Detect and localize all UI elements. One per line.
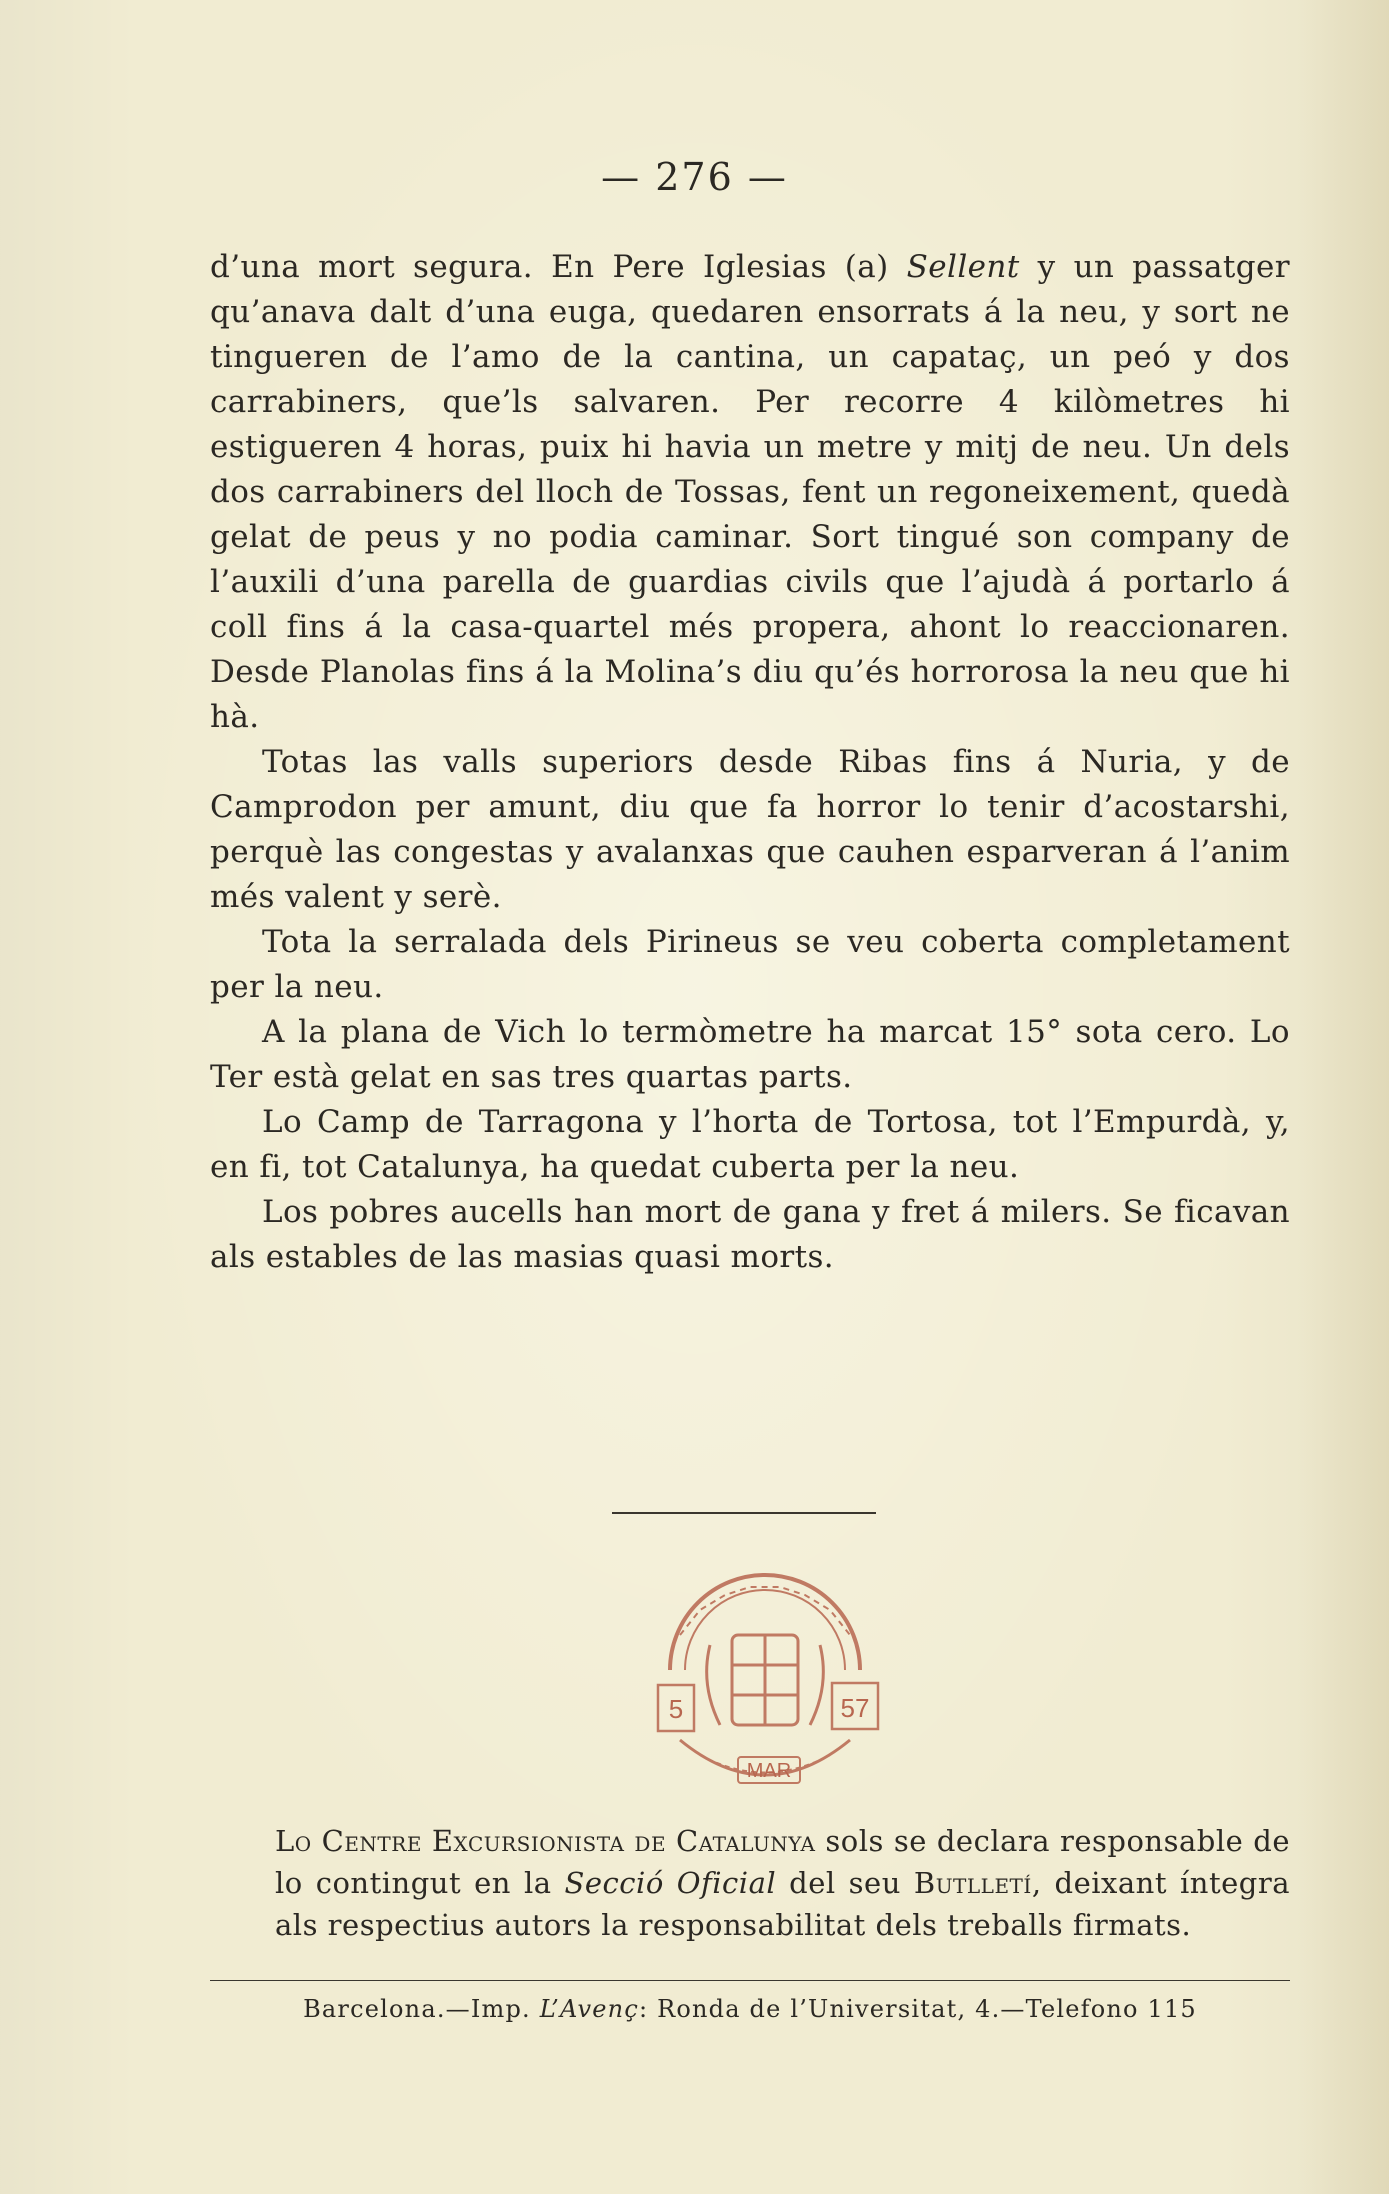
paragraph-1-text-b: y un passatger qu’anava dalt d’una euga, quedaren ensorrats á la neu, y sort ne tingueren de l’amo de la cantina, un capataç, un peó y dos carrabiners, que’ls salvaren. Per recorre 4 kilòmetres hi estigueren 4 horas, puix hi havia un metre y mitj de neu. Un dels dos carrabiners del lloch de Tossas, fent un regoneixement, quedà gelat de peus y no podia caminar. Sort tingué son company de l’auxili d’una parella de guardias civils que l’ajudà á portarlo á coll fins á la casa-quartel més propera, ahont lo reaccionaren. Desde Planolas fins á la Molina’s diu qu’és horrorosa la neu que hi hà. (210, 249, 1290, 735)
paragraph-5: Lo Camp de Tarragona y l’horta de Tortosa, tot l’Empurdà, y, en fi, tot Catalunya, ha quedat cuberta per la neu. (210, 1104, 1290, 1185)
disclaimer-text-a: sols se declara responsable de lo contingut en la (275, 1824, 1290, 1900)
stamp-month: MAR (746, 1760, 792, 1782)
imprint-address: : Ronda de l’Universitat, 4.—Telefono 115 (638, 1995, 1197, 2023)
disclaimer-note (275, 1820, 1290, 1946)
footer-rule (210, 1980, 1290, 1981)
page-number: — 276 — (601, 155, 788, 199)
paragraph-1 (210, 245, 1290, 740)
printer-imprint (210, 1995, 1290, 2023)
paper-edge-stain (1299, 0, 1389, 2194)
paragraph-1-italic-name: Sellent (906, 249, 1020, 285)
disclaimer-bulletin-name: Butlletí (913, 1866, 1032, 1900)
paragraph-3: Tota la serralada dels Pirineus se veu coberta completament per la neu. (210, 924, 1290, 1005)
disclaimer-section-name: Secció Oficial (564, 1866, 777, 1900)
imprint-city: Barcelona.—Imp. (303, 1995, 540, 2023)
imprint-printer-name: L’Avenç (539, 1995, 639, 2023)
stamp-right-number: 57 (840, 1693, 870, 1723)
paragraph-2: Totas las valls superiors desde Ribas fins á Nuria, y de Camprodon per amunt, diu que fa horror lo tenir d’acostarshi, perquè las congestas y avalanxas que cauhen esparveran á l’anim més valent y serè. (210, 744, 1290, 915)
disclaimer-text-c: , deixant íntegra als respectius autors la responsabilitat dels treballs firmats. (275, 1866, 1290, 1942)
library-stamp (640, 1565, 890, 1805)
section-divider (612, 1512, 876, 1514)
paragraph-6: Los pobres aucells han mort de gana y fret á milers. Se ficavan als estables de las masias quasi morts. (210, 1194, 1290, 1275)
paragraph-4: A la plana de Vich lo termòmetre ha marcat 15° sota cero. Lo Ter està gelat en sas tres quartas parts. (210, 1014, 1290, 1095)
paragraph-1-text-a: d’una mort segura. En Pere Iglesias (a) (210, 249, 907, 285)
article-body (210, 245, 1290, 1280)
stamp-seal-icon (640, 1565, 890, 1805)
disclaimer-org-name: Lo Centre Excursionista de Catalunya (275, 1824, 816, 1858)
disclaimer-text-b: del seu (776, 1866, 914, 1900)
stamp-left-number: 5 (668, 1694, 684, 1724)
